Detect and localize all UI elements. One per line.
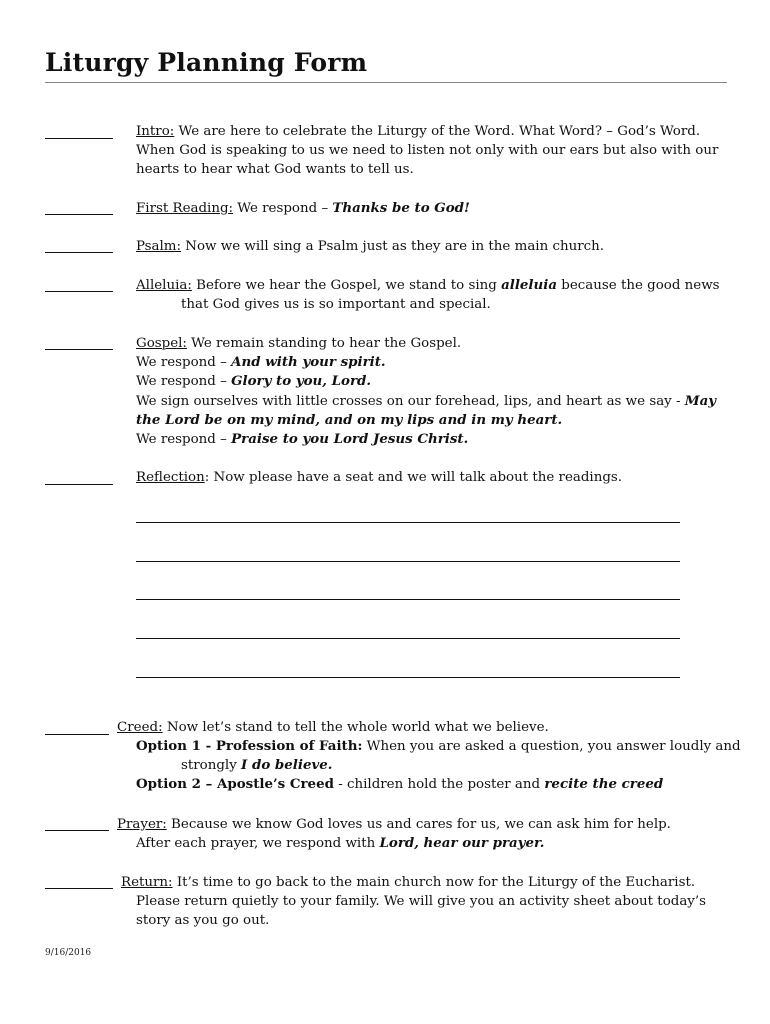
intro-section [136,122,718,180]
gospel-blank[interactable] [45,349,113,350]
footer-date: 9/16/2016 [45,948,92,958]
prayer-text: Because we know God loves us and cares for us, we can ask him for help. [166,817,671,832]
alleluia-text1: Before we hear the Gospel, we stand to sing [191,278,502,293]
reflection-writing-line-1[interactable] [136,522,680,523]
title-rule [45,82,727,83]
creed-option2-emph: recite the creed [544,776,664,793]
first-reading-response: Thanks be to God! [332,200,470,216]
return-line2: Please return quietly to your family. We will give you an activity sheet about today’s [136,894,707,909]
creed-option1-label: Option 1 - Profession of Faith: [136,738,363,754]
page-title: Liturgy Planning Form [45,48,368,77]
prayer-emph: Lord, hear our prayer. [379,835,545,851]
gospel-text: We remain standing to hear the Gospel. [186,336,462,351]
reflection-writing-line-3[interactable] [136,599,680,600]
gospel-sign-text: We sign ourselves with little crosses on our forehead, lips, and heart as we say - [136,393,685,409]
creed-text: Now let’s stand to tell the whole world what we believe. [162,720,549,735]
intro-text: We are here to celebrate the Liturgy of the Word. What Word? – God’s Word. [174,124,701,139]
reflection-blank[interactable] [45,484,113,485]
intro-line2: When God is speaking to us we need to listen not only with our ears but also with our [136,143,719,159]
alleluia-line2: that God gives us is so important and special. [181,297,491,313]
creed-option1-line2: strongly [181,758,242,774]
alleluia-text2: because the good news [557,278,720,293]
return-header [121,873,695,892]
reflection-writing-line-4[interactable] [136,638,680,639]
prayer-label: Prayer: [117,817,167,832]
gospel-respond-2: We respond – [136,374,232,390]
intro-blank[interactable] [45,138,113,139]
gospel-section [136,334,716,449]
return-text: It’s time to go back to the main church now for the Liturgy of the Eucharist. [172,875,696,890]
gospel-respond-1: We respond – [136,355,232,371]
psalm-label: Psalm: [136,239,181,254]
first-reading-blank[interactable] [45,214,113,215]
psalm-blank[interactable] [45,252,113,253]
alleluia-emph: alleluia [501,277,558,293]
return-body [136,892,706,930]
gospel-sign-emph2: the Lord be on my mind, and on my lips and in my heart. [136,411,563,428]
creed-blank[interactable] [45,734,109,735]
prayer-line2 [136,834,544,853]
reflection-label: Reflection [136,470,205,485]
reflection-writing-line-5[interactable] [136,677,680,678]
alleluia-blank[interactable] [45,291,113,292]
alleluia-label: Alleluia: [136,278,192,293]
return-line3: story as you go out. [136,913,270,929]
gospel-respond-3: We respond – [136,432,232,448]
return-blank[interactable] [45,888,113,889]
intro-line3: hearts to hear what God wants to tell us. [136,162,414,178]
creed-option1-emph: I do believe. [241,757,333,774]
first-reading-text: We respond – [233,201,333,216]
intro-label: Intro: [136,124,175,139]
reflection-text: : Now please have a seat and we will talk about the readings. [204,470,623,485]
prayer-header [117,815,671,834]
psalm-text: Now we will sing a Psalm just as they are in the main church. [181,239,604,254]
creed-header [117,718,549,737]
creed-options [136,737,741,795]
gospel-resp3: Praise to you Lord Jesus Christ. [231,431,469,448]
creed-label: Creed: [117,720,163,735]
reflection-section [136,468,622,487]
prayer-blank[interactable] [45,830,109,831]
gospel-resp1: And with your spirit. [231,354,386,371]
first-reading-label: First Reading: [136,201,234,216]
gospel-sign-emph1: May [684,392,717,409]
psalm-section [136,237,604,256]
gospel-resp2: Glory to you, Lord. [231,373,372,390]
creed-option1-text: When you are asked a question, you answer loudly and [362,739,741,754]
creed-option2-text: - children hold the poster and [333,777,545,793]
prayer-line2-text: After each prayer, we respond with [136,836,380,851]
creed-option2-label: Option 2 – Apostle’s Creed [136,776,334,793]
reflection-writing-line-2[interactable] [136,561,680,562]
return-label: Return: [121,875,173,890]
gospel-label: Gospel: [136,336,187,351]
first-reading-section [136,199,470,218]
alleluia-section [136,276,720,314]
